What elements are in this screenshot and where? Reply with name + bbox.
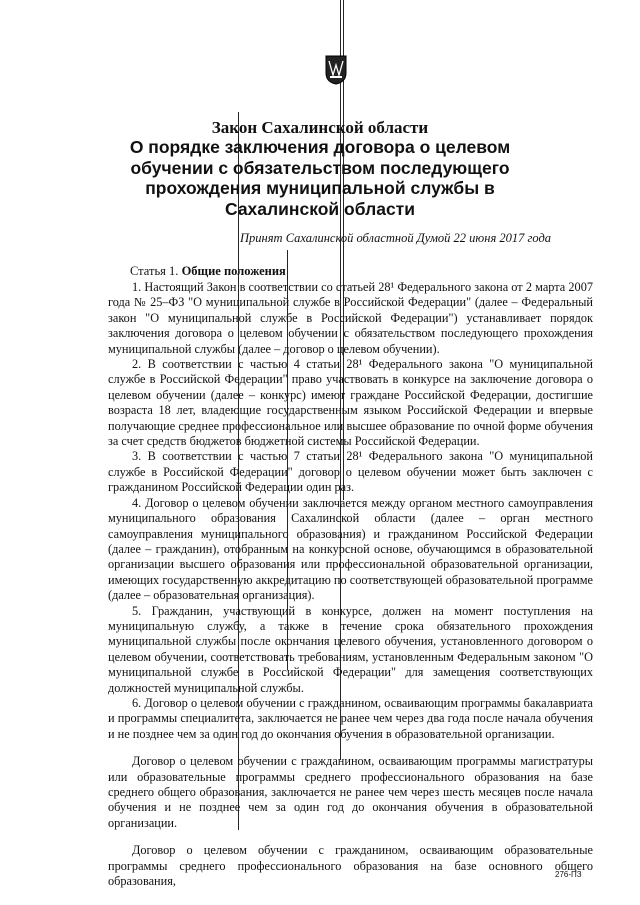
- paragraph: Договор о целевом обучении с гражданином, осваивающим образовательные программы среднего профессионального образования на базе основного общего образования,: [108, 843, 593, 889]
- paragraph: Договор о целевом обучении с гражданином, осваивающим программы магистратуры или образовательные программы среднего профессионального образования на базе среднего общего образования, заключается не ранее чем через шесть месяцев после начала обучения и не позднее чем за один год до окончания обучения в образовательной организации.: [108, 754, 593, 830]
- article-label: Статья 1.: [130, 264, 182, 278]
- subject-line: обучении с обязательством последующего: [130, 157, 510, 178]
- subject-line: Сахалинской области: [224, 198, 416, 219]
- adoption-note: Принят Сахалинской областной Думой 22 июня 2017 года: [240, 231, 552, 245]
- law-title: Закон Сахалинской области: [211, 118, 429, 137]
- subject-line: прохождения муниципальной службы в: [145, 178, 495, 198]
- paragraph: 4. Договор о целевом обучении заключается между органом местного самоуправления муниципального образования Сахалинской области (далее – орган местного самоуправления муниципального образования) и гражданином Российской Федерации (далее – гражданин), отобранным на конкурсной основе, обучающимся в образовательной организации высшего образования или профессиональной образовательной организации, имеющих государственную аккредитацию по соответствующей образовательной программе (далее – образовательная организация).: [108, 495, 593, 603]
- paragraph: 1. Настоящий Закон в соответствии со статьей 28¹ Федерального закона от 2 марта 2007 года № 25–ФЗ "О муниципальной службе в Российской Федерации" (далее – Федеральный закон "О муниципальной службе в Российской Федерации") устанавливает порядок заключения договора о целевом обучении с обязательством последующего прохождения муниципальной службы (далее – договор о целевом обучении).: [108, 280, 593, 356]
- coat-of-arms-icon: [325, 55, 347, 85]
- article-heading: [130, 264, 286, 279]
- article-body: [108, 280, 593, 889]
- document-code: 276-ПЗ: [555, 870, 582, 879]
- law-subject: [100, 137, 540, 219]
- paragraph: 3. В соответствии с частью 7 статьи 28¹ Федерального закона "О муниципальной службе в Российской Федерации" договор о целевом обучении может быть заключен с гражданином Российской Федерации один раз.: [108, 449, 593, 495]
- paragraph: 5. Гражданин, участвующий в конкурсе, должен на момент поступления на муниципальную службу, а также в течение срока обязательного прохождения муниципальной службы после окончания целевого обучения, установленного договором о целевом обучении, соответствовать требованиям, установленным Федеральным законом "О муниципальной службе в Российской Федерации" для замещения соответствующих должностей муниципальной службы.: [108, 603, 593, 695]
- paragraph: 2. В соответствии с частью 4 статьи 28¹ Федерального закона "О муниципальной службе в Российской Федерации" право участвовать в конкурсе на заключение договора о целевом обучении (далее – конкурс) имеют граждане Российской Федерации, достигшие возраста 18 лет, владеющие государственным языком Российской Федерации и впервые получающие среднее профессиональное или высшее образование по очной форме обучения за счет средств бюджетов бюджетной системы Российской Федерации.: [108, 357, 593, 449]
- subject-line: О порядке заключения договора о целевом: [129, 137, 511, 157]
- paragraph: 6. Договор о целевом обучении с гражданином, осваивающим программы бакалавриата и программы специалитета, заключается не ранее чем через два года после начала обучения и не позднее чем за один год до окончания обучения в образовательной организации.: [108, 695, 593, 741]
- article-name: Общие положения: [181, 264, 286, 278]
